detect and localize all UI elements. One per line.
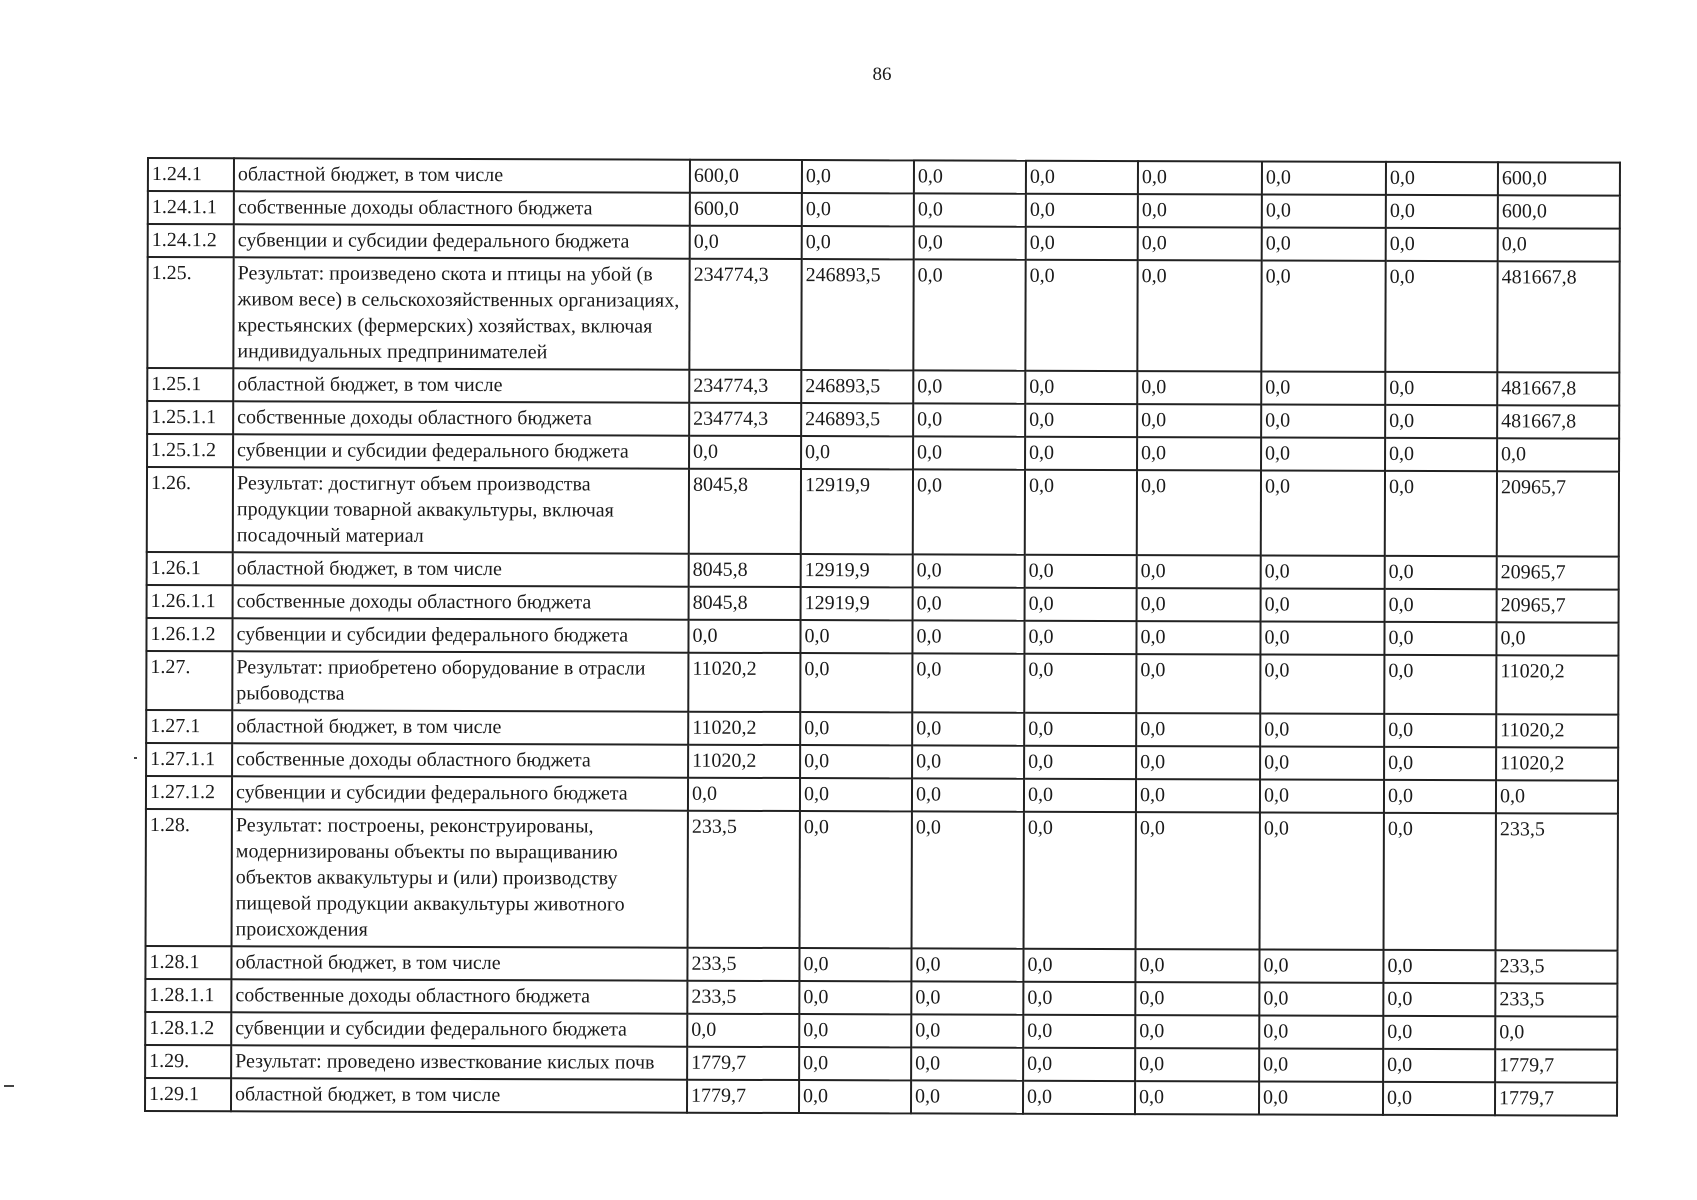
row-number-cell: 1.28.1.2 (145, 1012, 231, 1045)
value-cell: 0,0 (1384, 780, 1496, 813)
table-body (145, 158, 1620, 1116)
value-cell: 0,0 (913, 370, 1025, 403)
row-description-cell: собственные доходы областного бюджета (232, 743, 688, 777)
value-cell: 0,0 (1260, 714, 1384, 747)
value-cell: 8045,8 (689, 469, 801, 554)
value-cell: 1779,7 (687, 1047, 799, 1080)
value-cell: 0,0 (1261, 438, 1385, 471)
value-cell: 0,0 (1259, 982, 1383, 1015)
row-number-cell: 1.26.1.2 (146, 618, 232, 651)
value-cell: 0,0 (911, 1080, 1023, 1113)
row-number-cell: 1.25. (147, 257, 233, 368)
value-cell: 0,0 (1385, 438, 1497, 471)
value-cell: 0,0 (1137, 437, 1261, 470)
value-cell: 233,5 (687, 981, 799, 1014)
value-cell: 0,0 (914, 226, 1026, 259)
value-cell: 0,0 (1137, 371, 1261, 404)
value-cell: 0,0 (1384, 714, 1496, 747)
value-cell: 0,0 (1024, 654, 1136, 713)
row-number-cell: 1.27.1.1 (146, 743, 232, 776)
value-cell: 20965,7 (1497, 589, 1619, 622)
value-cell: 0,0 (1136, 621, 1260, 654)
value-cell: 0,0 (912, 620, 1024, 653)
value-cell: 0,0 (1383, 1049, 1495, 1082)
table-row (147, 552, 1619, 590)
value-cell: 0,0 (1136, 746, 1260, 779)
value-cell: 0,0 (912, 745, 1024, 778)
value-cell: 0,0 (911, 948, 1023, 981)
table-row (147, 401, 1619, 439)
value-cell: 600,0 (1498, 195, 1620, 228)
row-description-cell: субвенции и субсидии федерального бюджета (234, 224, 690, 258)
value-cell: 0,0 (912, 811, 1024, 948)
value-cell: 246893,5 (801, 403, 913, 436)
table-row (148, 191, 1620, 229)
row-description-cell: собственные доходы областного бюджета (234, 191, 690, 225)
value-cell: 0,0 (1259, 1048, 1383, 1081)
row-description-cell: Результат: приобретено оборудование в отрасли рыбоводства (232, 651, 688, 711)
table-row (147, 434, 1619, 472)
value-cell: 0,0 (1136, 713, 1260, 746)
value-cell: 0,0 (1135, 949, 1259, 982)
table-row (148, 158, 1620, 196)
value-cell: 0,0 (687, 1014, 799, 1047)
value-cell: 0,0 (1384, 655, 1496, 714)
value-cell: 0,0 (689, 436, 801, 469)
value-cell: 0,0 (1026, 161, 1138, 194)
table-row (146, 651, 1618, 715)
row-description-cell: Результат: построены, реконструированы, модернизированы объекты по выращиванию объектов аквакультуры и (или) производству пищевой продукции аквакультуры животного происхождения (232, 809, 688, 947)
value-cell: 0,0 (1384, 622, 1496, 655)
value-cell: 0,0 (1025, 404, 1137, 437)
row-number-cell: 1.26. (147, 467, 233, 552)
value-cell: 0,0 (1135, 982, 1259, 1015)
value-cell: 0,0 (800, 712, 912, 745)
table-row (146, 618, 1618, 656)
table-row (145, 946, 1617, 984)
value-cell: 0,0 (911, 981, 1023, 1014)
value-cell: 11020,2 (688, 745, 800, 778)
value-cell: 0,0 (1497, 438, 1619, 471)
value-cell: 0,0 (914, 193, 1026, 226)
value-cell: 0,0 (800, 620, 912, 653)
value-cell: 0,0 (1261, 589, 1385, 622)
value-cell: 600,0 (690, 160, 802, 193)
value-cell: 11020,2 (688, 653, 800, 712)
value-cell: 0,0 (688, 778, 800, 811)
value-cell: 12919,9 (801, 554, 913, 587)
value-cell: 0,0 (1136, 812, 1260, 949)
value-cell: 0,0 (1261, 471, 1385, 556)
row-description-cell: субвенции и субсидии федерального бюджета (232, 776, 688, 810)
value-cell: 481667,8 (1497, 405, 1619, 438)
value-cell: 20965,7 (1497, 556, 1619, 589)
table-row (146, 710, 1618, 748)
value-cell: 0,0 (914, 160, 1026, 193)
value-cell: 0,0 (1025, 260, 1137, 371)
value-cell: 600,0 (1498, 162, 1620, 195)
table-row (146, 743, 1618, 781)
budget-table-container (144, 157, 1619, 1117)
value-cell: 8045,8 (689, 587, 801, 620)
value-cell: 246893,5 (801, 259, 913, 370)
value-cell: 0,0 (1386, 162, 1498, 195)
value-cell: 233,5 (1495, 950, 1617, 983)
row-description-cell: субвенции и субсидии федерального бюджета (232, 618, 688, 652)
value-cell: 481667,8 (1497, 261, 1619, 372)
value-cell: 0,0 (913, 469, 1025, 554)
row-number-cell: 1.26.1.1 (147, 585, 233, 618)
budget-table (144, 157, 1621, 1117)
table-row (147, 368, 1619, 406)
value-cell: 0,0 (1261, 372, 1385, 405)
value-cell: 0,0 (799, 1080, 911, 1113)
table-row (145, 1012, 1617, 1050)
value-cell: 233,5 (687, 948, 799, 981)
margin-mark-left (4, 1085, 14, 1087)
value-cell: 0,0 (1385, 261, 1497, 372)
value-cell: 234774,3 (689, 370, 801, 403)
value-cell: 11020,2 (1496, 747, 1618, 780)
table-row (146, 809, 1618, 951)
row-description-cell: Результат: проведено известкование кислых почв (231, 1045, 687, 1079)
value-cell: 233,5 (1495, 983, 1617, 1016)
value-cell: 0,0 (1260, 812, 1384, 949)
value-cell: 0,0 (1025, 588, 1137, 621)
row-number-cell: 1.25.1.2 (147, 434, 233, 467)
row-number-cell: 1.28. (146, 809, 232, 946)
value-cell: 0,0 (1023, 1081, 1135, 1114)
value-cell: 0,0 (1138, 227, 1262, 260)
value-cell: 481667,8 (1497, 372, 1619, 405)
value-cell: 0,0 (799, 1014, 911, 1047)
value-cell: 0,0 (1261, 261, 1385, 372)
value-cell: 0,0 (1025, 437, 1137, 470)
row-description-cell: собственные доходы областного бюджета (233, 585, 689, 619)
value-cell: 0,0 (1495, 1016, 1617, 1049)
row-description-cell: областной бюджет, в том числе (233, 552, 689, 586)
margin-mark-dot (134, 757, 137, 759)
value-cell: 0,0 (1137, 260, 1261, 371)
value-cell: 0,0 (1137, 588, 1261, 621)
value-cell: 0,0 (688, 620, 800, 653)
value-cell: 0,0 (1383, 1082, 1495, 1115)
value-cell: 0,0 (1260, 747, 1384, 780)
row-description-cell: собственные доходы областного бюджета (231, 979, 687, 1013)
value-cell: 0,0 (1136, 654, 1260, 713)
value-cell: 0,0 (1498, 228, 1620, 261)
row-number-cell: 1.25.1.1 (147, 401, 233, 434)
table-row (147, 467, 1619, 557)
value-cell: 0,0 (1385, 471, 1497, 556)
value-cell: 0,0 (800, 811, 912, 948)
value-cell: 0,0 (799, 948, 911, 981)
page-number: 86 (872, 64, 892, 85)
value-cell: 0,0 (800, 778, 912, 811)
value-cell: 0,0 (1024, 746, 1136, 779)
value-cell: 0,0 (1260, 622, 1384, 655)
row-number-cell: 1.29. (145, 1045, 231, 1078)
value-cell: 0,0 (1137, 404, 1261, 437)
row-description-cell: областной бюджет, в том числе (231, 946, 687, 980)
value-cell: 1779,7 (687, 1080, 799, 1113)
value-cell: 0,0 (912, 778, 1024, 811)
table-row (148, 224, 1620, 262)
row-description-cell: субвенции и субсидии федерального бюджета (231, 1012, 687, 1046)
table-row (145, 979, 1617, 1017)
row-number-cell: 1.29.1 (145, 1078, 231, 1111)
value-cell: 0,0 (1024, 621, 1136, 654)
table-row (147, 257, 1619, 373)
row-description-cell: областной бюджет, в том числе (234, 158, 690, 192)
row-number-cell: 1.28.1 (145, 946, 231, 979)
value-cell: 0,0 (1383, 1016, 1495, 1049)
value-cell: 0,0 (1138, 194, 1262, 227)
value-cell: 0,0 (799, 1047, 911, 1080)
value-cell: 0,0 (1384, 747, 1496, 780)
value-cell: 0,0 (802, 193, 914, 226)
value-cell: 0,0 (1136, 779, 1260, 812)
value-cell: 0,0 (913, 403, 1025, 436)
value-cell: 0,0 (1262, 195, 1386, 228)
value-cell: 0,0 (1259, 949, 1383, 982)
row-description-cell: субвенции и субсидии федерального бюджета (233, 434, 689, 468)
value-cell: 0,0 (1023, 949, 1135, 982)
value-cell: 1779,7 (1495, 1049, 1617, 1082)
value-cell: 0,0 (1024, 779, 1136, 812)
value-cell: 0,0 (802, 226, 914, 259)
row-description-cell: областной бюджет, в том числе (232, 710, 688, 744)
value-cell: 0,0 (690, 226, 802, 259)
value-cell: 0,0 (1135, 1015, 1259, 1048)
value-cell: 0,0 (1024, 713, 1136, 746)
row-number-cell: 1.26.1 (147, 552, 233, 585)
value-cell: 0,0 (1259, 1081, 1383, 1114)
value-cell: 1779,7 (1495, 1082, 1617, 1115)
value-cell: 0,0 (1259, 1015, 1383, 1048)
value-cell: 0,0 (800, 745, 912, 778)
value-cell: 246893,5 (801, 370, 913, 403)
value-cell: 0,0 (1496, 622, 1618, 655)
value-cell: 0,0 (1260, 655, 1384, 714)
value-cell: 234774,3 (689, 403, 801, 436)
value-cell: 0,0 (1262, 162, 1386, 195)
table-row (146, 776, 1618, 814)
table-row (145, 1078, 1617, 1116)
value-cell: 20965,7 (1497, 471, 1619, 556)
row-description-cell: собственные доходы областного бюджета (233, 401, 689, 435)
value-cell: 0,0 (1262, 228, 1386, 261)
row-description-cell: областной бюджет, в том числе (231, 1078, 687, 1112)
value-cell: 0,0 (1496, 780, 1618, 813)
table-row (147, 585, 1619, 623)
value-cell: 0,0 (799, 981, 911, 1014)
value-cell: 0,0 (1385, 405, 1497, 438)
value-cell: 11020,2 (688, 712, 800, 745)
value-cell: 233,5 (1496, 813, 1618, 950)
row-description-cell: Результат: произведено скота и птицы на убой (в живом весе) в сельскохозяйственных организациях, крестьянских (фермерских) хозяйствах, включая индивидуальных предпринимателей (233, 257, 689, 369)
value-cell: 0,0 (913, 259, 1025, 370)
value-cell: 0,0 (912, 653, 1024, 712)
value-cell: 0,0 (1385, 589, 1497, 622)
value-cell: 0,0 (913, 554, 1025, 587)
value-cell: 11020,2 (1496, 655, 1618, 714)
value-cell: 0,0 (1026, 227, 1138, 260)
value-cell: 234774,3 (689, 259, 801, 370)
value-cell: 0,0 (801, 436, 913, 469)
value-cell: 0,0 (1024, 812, 1136, 949)
value-cell: 0,0 (1137, 470, 1261, 555)
value-cell: 0,0 (1025, 470, 1137, 555)
value-cell: 12919,9 (801, 587, 913, 620)
value-cell: 0,0 (1026, 194, 1138, 227)
row-number-cell: 1.28.1.1 (145, 979, 231, 1012)
value-cell: 12919,9 (801, 469, 913, 554)
value-cell: 0,0 (1386, 195, 1498, 228)
value-cell: 0,0 (913, 436, 1025, 469)
value-cell: 233,5 (688, 811, 800, 948)
value-cell: 0,0 (911, 1047, 1023, 1080)
row-number-cell: 1.24.1 (148, 158, 234, 191)
value-cell: 11020,2 (1496, 714, 1618, 747)
value-cell: 0,0 (1383, 950, 1495, 983)
value-cell: 0,0 (1023, 1048, 1135, 1081)
value-cell: 0,0 (1025, 371, 1137, 404)
value-cell: 0,0 (1138, 161, 1262, 194)
row-number-cell: 1.25.1 (147, 368, 233, 401)
value-cell: 0,0 (1261, 405, 1385, 438)
value-cell: 0,0 (1385, 556, 1497, 589)
value-cell: 0,0 (913, 587, 1025, 620)
table-row (145, 1045, 1617, 1083)
row-number-cell: 1.27. (146, 651, 232, 710)
value-cell: 0,0 (1385, 372, 1497, 405)
value-cell: 0,0 (1023, 982, 1135, 1015)
row-number-cell: 1.24.1.2 (148, 224, 234, 257)
value-cell: 0,0 (1383, 983, 1495, 1016)
value-cell: 0,0 (1384, 813, 1496, 950)
value-cell: 0,0 (1260, 779, 1384, 812)
value-cell: 0,0 (1137, 555, 1261, 588)
value-cell: 0,0 (800, 653, 912, 712)
value-cell: 0,0 (1386, 228, 1498, 261)
row-number-cell: 1.24.1.1 (148, 191, 234, 224)
row-number-cell: 1.27.1 (146, 710, 232, 743)
value-cell: 600,0 (690, 193, 802, 226)
row-description-cell: областной бюджет, в том числе (233, 368, 689, 402)
value-cell: 0,0 (1261, 556, 1385, 589)
value-cell: 0,0 (1135, 1048, 1259, 1081)
value-cell: 8045,8 (689, 554, 801, 587)
value-cell: 0,0 (802, 160, 914, 193)
value-cell: 0,0 (1025, 555, 1137, 588)
row-description-cell: Результат: достигнут объем производства продукции товарной аквакультуры, включая посадочный материал (233, 467, 689, 553)
row-number-cell: 1.27.1.2 (146, 776, 232, 809)
value-cell: 0,0 (1023, 1015, 1135, 1048)
value-cell: 0,0 (1135, 1081, 1259, 1114)
value-cell: 0,0 (911, 1014, 1023, 1047)
value-cell: 0,0 (912, 712, 1024, 745)
